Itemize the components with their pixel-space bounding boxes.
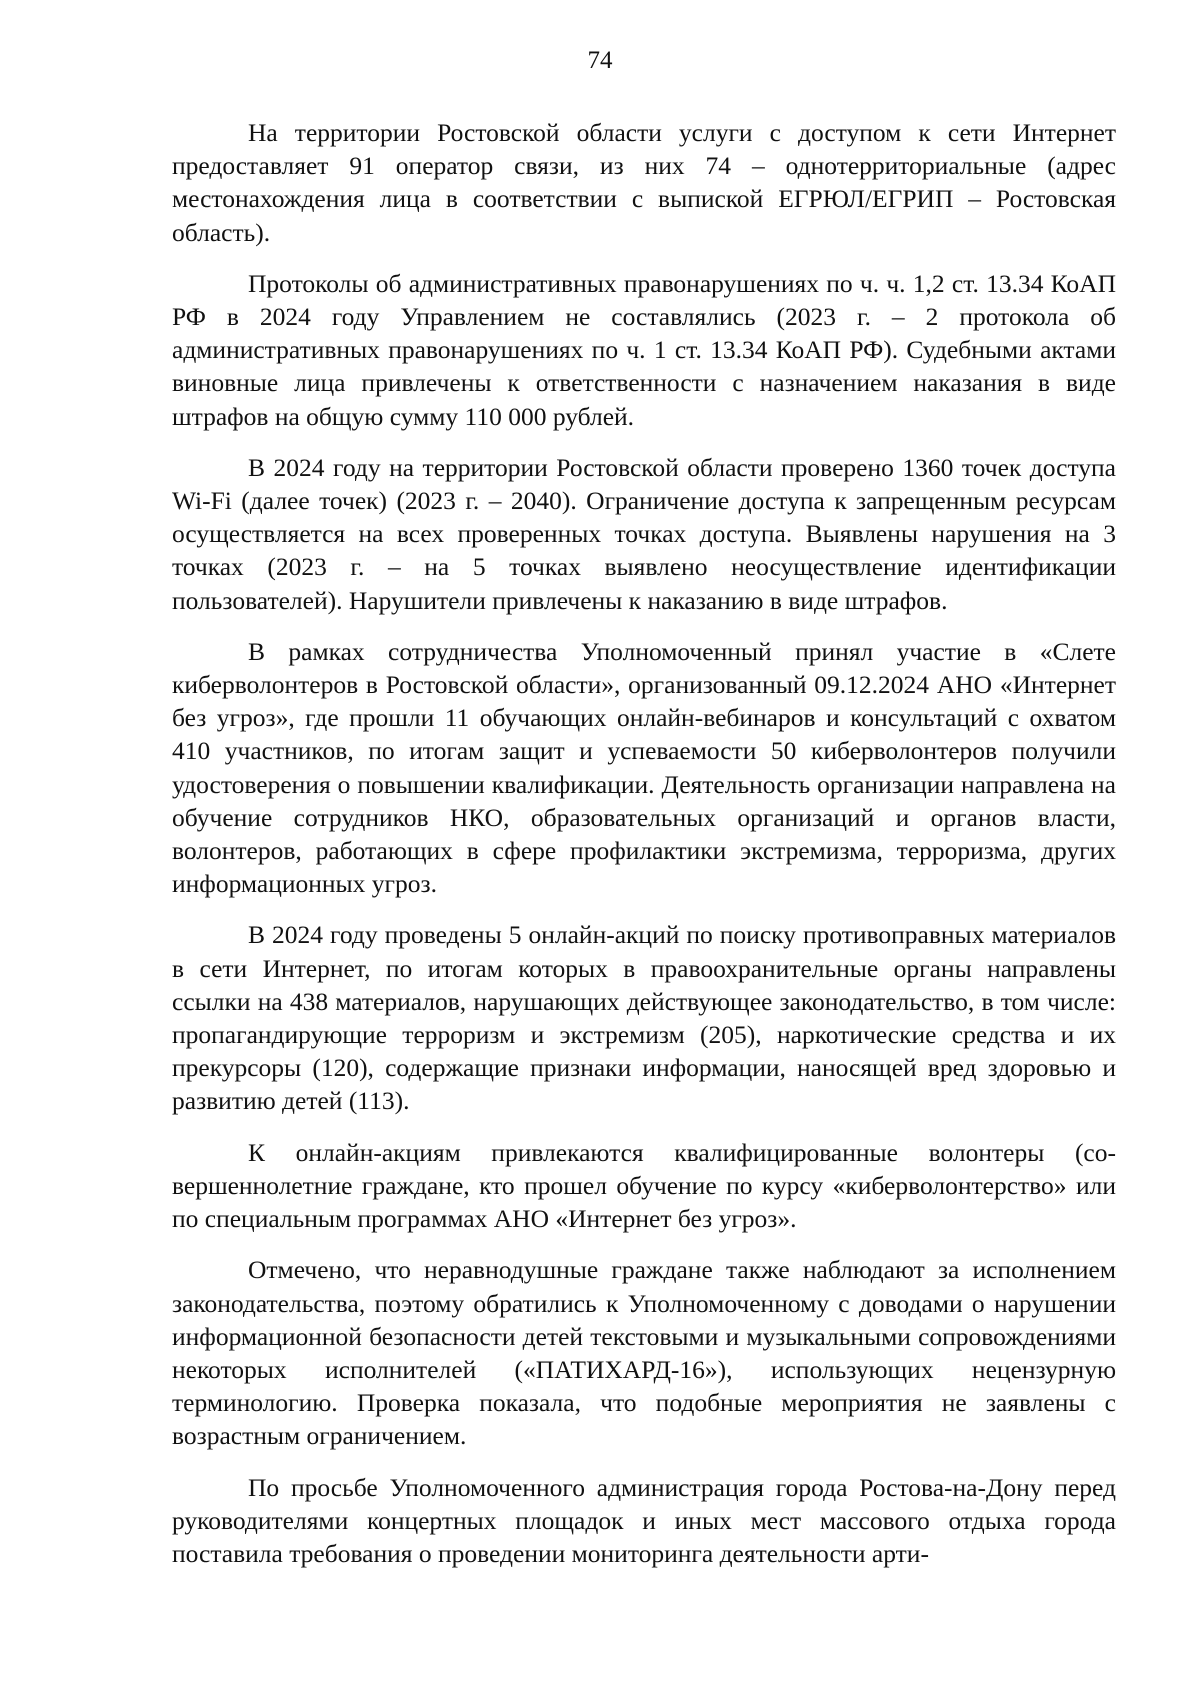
body-text bbox=[172, 116, 1116, 1588]
paragraph-city-administration: По просьбе Уполномоченного администрация города Ростова-на-Дону перед руководителями концертных площадок и иных мест массового отдыха города поставила требования о проведении мониторинга деятельности арти- bbox=[172, 1472, 1116, 1568]
paragraph-citizens: Отмечено, что неравнодушные граждане также наблюдают за исполнением законодательства, поэтому обратились к Уполномоченному с доводами о нарушении информационной безопасности детей текстовыми и музыкальными сопровождениями некоторых исполнителей («ПАТИХАРД-16»), использующих нецензурную терминологию. Проверка показала, что подобные мероприятия не заявлены с возрастным ограничением. bbox=[172, 1255, 1116, 1451]
paragraph-volunteers: К онлайн-акциям привлекаются квалифицированные волонтеры (совершеннолетние граждане, кто прошел обучение по курсу «киберволонтерство» или по специальным программах АНО «Интернет без угроз». bbox=[172, 1137, 1116, 1234]
paragraph-wifi-points: В 2024 году на территории Ростовской области проверено 1360 точек доступа Wi-Fi (далее точек) (2023 г. – 2040). Ограничение доступа к запрещенным ресурсам осуществляется на всех проверенных точках доступа. Выявлены нарушения на 3 точках (2023 г. – на 5 точках выявлено неосуществление идентификации пользователей). Нарушители привлечены к наказанию в виде штрафов. bbox=[172, 452, 1116, 615]
page-number: 74 bbox=[587, 47, 613, 74]
paragraph-cybervolunteers: В рамках сотрудничества Уполномоченный принял участие в «Слете киберволонтеров в Ростовской области», организованный 09.12.2024 АНО «Интернет без угроз», где прошли 11 обучающих онлайн-вебинаров и консультаций с охватом 410 участников, по итогам защит и успеваемости 50 киберволонтеров получили удостоверения о повышении квалификации. Деятельность организации направлена на обучение сотрудников НКО, образовательных организаций и органов власти, волонтеров, работающих в сфере профилактики экстремизма, терроризма, других информационных угроз. bbox=[172, 636, 1116, 899]
paragraph-internet-operators: На территории Ростовской области услуги с доступом к сети Интернет предоставляет 91 оператор связи, из них 74 – однотерриториальные (адрес местонахождения лица в соответствии с выпиской ЕГРЮЛ/ЕГРИП – Ростовская область). bbox=[172, 118, 1116, 247]
paragraph-protocols: Протоколы об административных правонарушениях по ч. ч. 1,2 ст. 13.34 КоАП РФ в 2024 году Управлением не составлялись (2023 г. – 2 протокола об административных правонарушениях по ч. 1 ст. 13.34 КоАП РФ). Судебными актами виновные лица привлечены к ответственности с назначением наказания в виде штрафов на общую сумму 110 000 рублей. bbox=[172, 268, 1116, 431]
paragraph-online-actions: В 2024 году проведены 5 онлайн-акций по поиску противоправных материалов в сети Интернет, по итогам которых в правоохранительные органы направлены ссылки на 438 материалов, нарушающих действующее законодательство, в том числе: пропагандирующие терроризм и экстремизм (205), наркотические средства и их прекурсоры (120), содержащие признаки информации, наносящей вред здоровью и развитию детей (113). bbox=[172, 920, 1116, 1116]
